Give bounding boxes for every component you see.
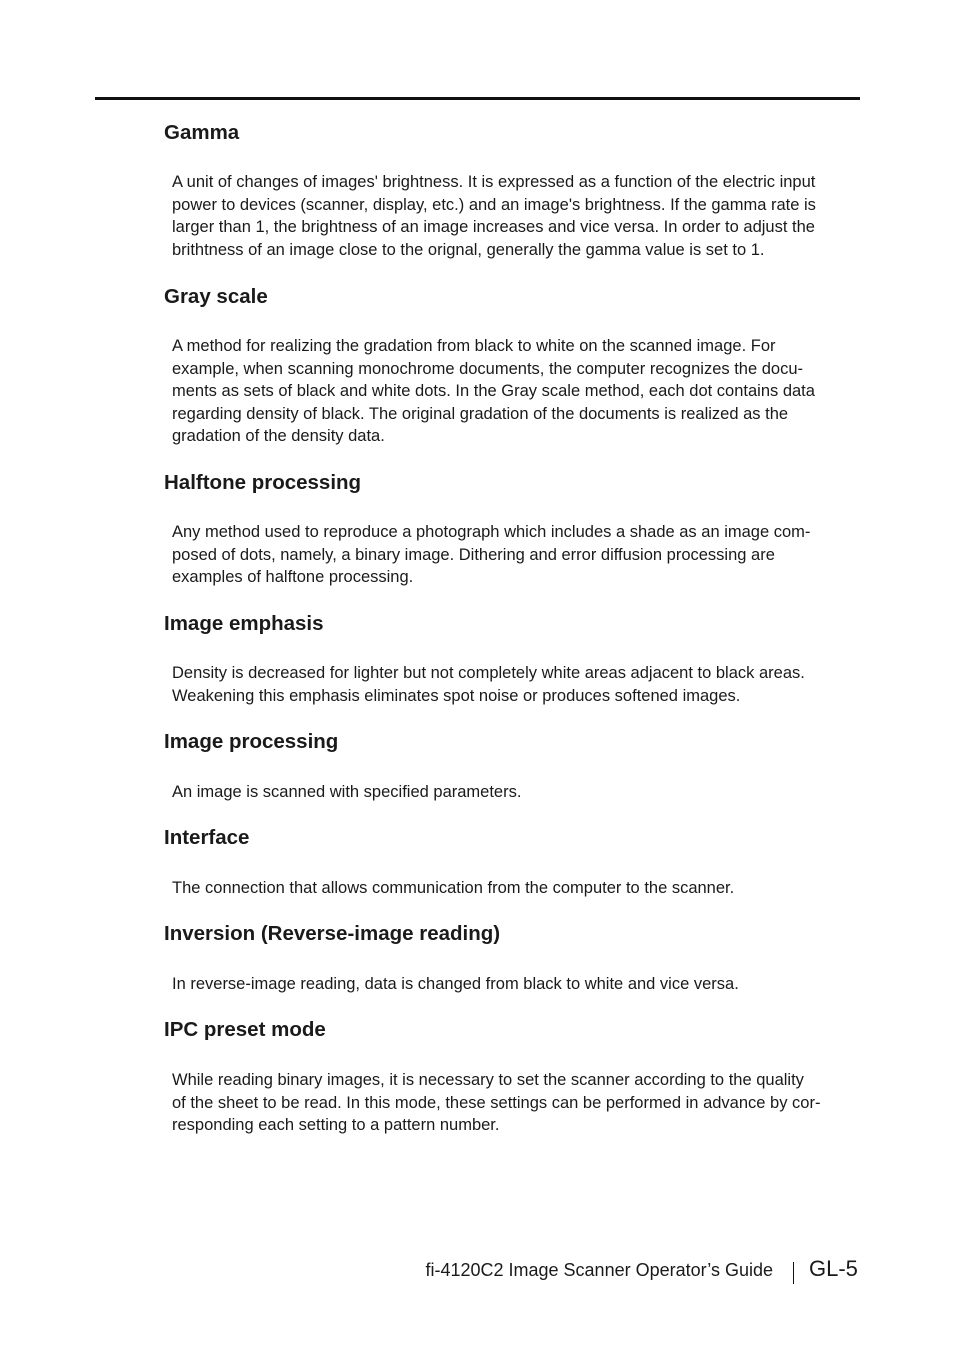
top-rule <box>95 97 860 100</box>
definition-line: Density is decreased for lighter but not completely white areas adjacent to black areas. <box>172 664 805 682</box>
footer-guide-title: fi-4120C2 Image Scanner Operator’s Guide <box>425 1260 773 1280</box>
definition-line: power to devices (scanner, display, etc.) and an image's brightness. If the gamma rate is <box>172 195 816 214</box>
definition-line: regarding density of black. The original gradation of the documents is realized as the <box>172 404 789 423</box>
definition-line: examples of halftone processing. <box>172 568 414 586</box>
term-definition <box>172 171 862 261</box>
definition-line: The connection that allows communication from the computer to the scanner. <box>172 879 735 897</box>
term-definition <box>172 973 862 996</box>
term-definition <box>172 781 862 804</box>
definition-line: larger than 1, the brightness of an image increases and vice versa. In order to adjust the <box>172 218 815 236</box>
definition-line: While reading binary images, it is necessary to set the scanner according to the quality <box>172 1071 804 1089</box>
page-number: GL-5 <box>809 1256 858 1281</box>
term-definition <box>172 1069 862 1137</box>
definition-line: Weakening this emphasis eliminates spot noise or produces softened images. <box>172 686 741 705</box>
term-heading: Image emphasis <box>164 612 324 635</box>
term-definition <box>172 662 862 707</box>
definition-line: An image is scanned with specified parameters. <box>172 783 522 801</box>
term-heading: IPC preset mode <box>164 1018 326 1041</box>
definition-line: posed of dots, namely, a binary image. Dithering and error diffusion processing are <box>172 545 775 564</box>
definition-line: A unit of changes of images' brightness. It is expressed as a function of the electric input <box>172 173 816 191</box>
definition-line: Any method used to reproduce a photograph which includes a shade as an image com- <box>172 523 811 541</box>
definition-line: responding each setting to a pattern number. <box>172 1116 500 1134</box>
definition-line: gradation of the density data. <box>172 427 385 445</box>
definition-line: ments as sets of black and white dots. In the Gray scale method, each dot contains data <box>172 382 815 400</box>
footer-divider <box>793 1262 794 1284</box>
term-definition <box>172 335 862 448</box>
term-definition <box>172 521 862 589</box>
definition-line: A method for realizing the gradation from black to white on the scanned image. For <box>172 337 776 355</box>
page-footer <box>0 1255 954 1289</box>
term-heading: Gamma <box>164 121 240 144</box>
term-heading: Halftone processing <box>164 471 362 494</box>
term-definition <box>172 877 862 900</box>
definition-line: brithtness of an image close to the orignal, generally the gamma value is set to 1. <box>172 240 765 259</box>
term-heading: Inversion (Reverse-image reading) <box>164 922 501 945</box>
definition-line: In reverse-image reading, data is changed from black to white and vice versa. <box>172 975 739 993</box>
definition-line: example, when scanning monochrome documents, the computer recognizes the docu- <box>172 359 804 378</box>
term-heading: Image processing <box>164 730 339 753</box>
term-heading: Gray scale <box>164 285 268 308</box>
term-heading: Interface <box>164 826 250 849</box>
definition-line: of the sheet to be read. In this mode, these settings can be performed in advance by cor- <box>172 1093 821 1112</box>
